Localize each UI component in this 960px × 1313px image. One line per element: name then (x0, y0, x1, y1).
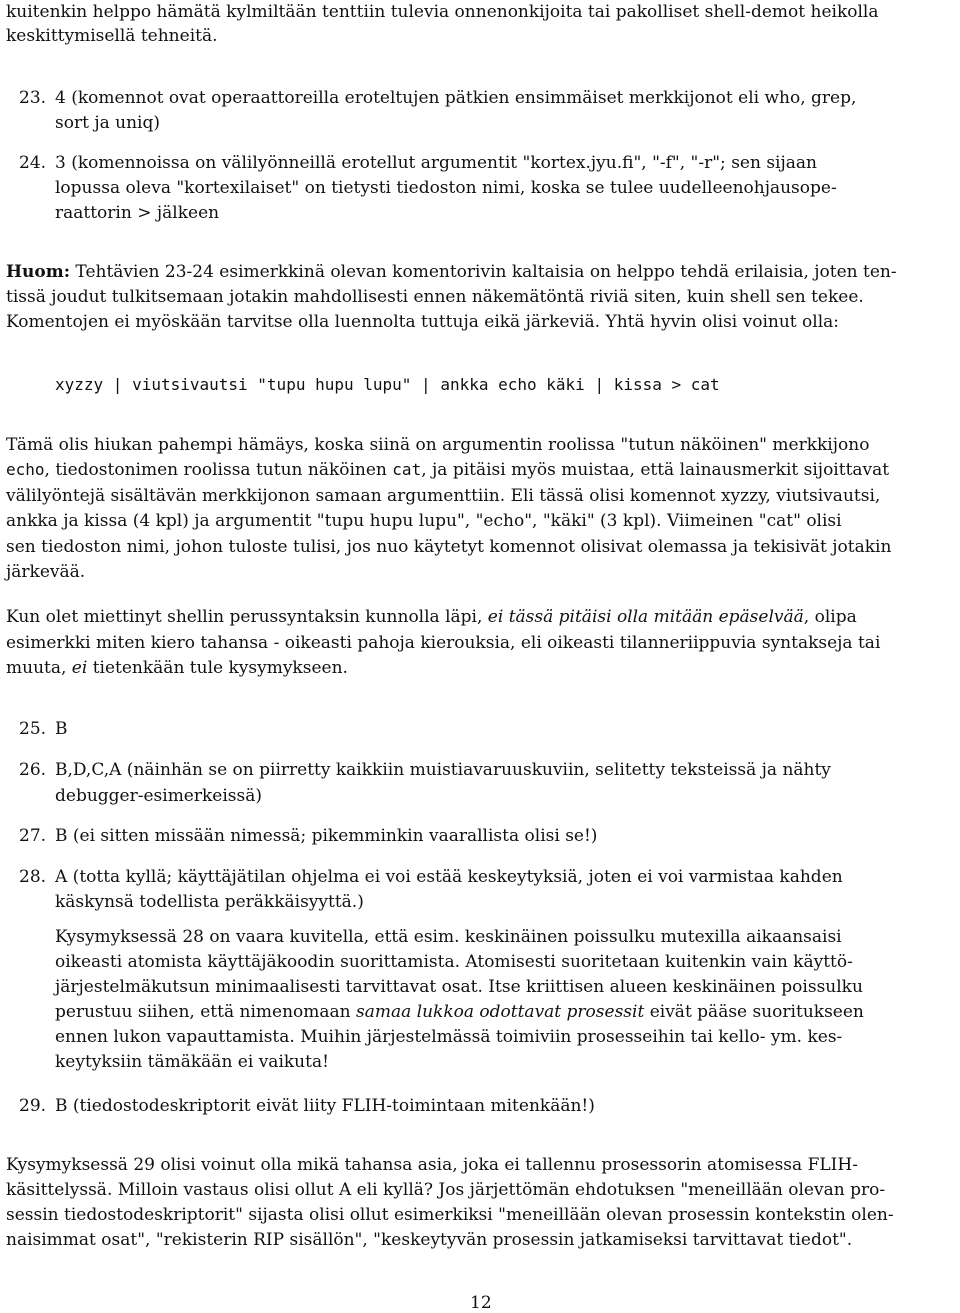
item-28-number: 28. (19, 867, 47, 887)
item-24-line-3: raattorin > jälkeen (55, 203, 220, 223)
item-24-line-2: lopussa oleva "kortexilaiset" on tietysti tiedoston nimi, koska se tulee uudelleenohjausope- (55, 178, 837, 198)
item-23-line-1: 4 (komennot ovat operaattoreilla eroteltujen pätkien ensimmäiset merkkijonot eli who, grep, (55, 88, 857, 108)
item-28-para-line-3: järjestelmäkutsun minimaalisesti tarvittavat osat. Itse kriittisen alueen keskinäinen poissulku (55, 977, 863, 997)
item-23-line-2: sort ja uniq) (55, 113, 160, 133)
item-26-line-1: B,D,C,A (näinhän se on piirretty kaikkiin muistiavaruuskuviin, selitetty teksteissä ja nähty (55, 760, 831, 780)
huom-line-2: tissä joudut tulkitsemaan jotakin mahdollisesti ennen näkemätöntä riviä siten, kuin shell sen tekee. (6, 287, 864, 307)
item-23-number: 23. (19, 88, 47, 108)
para2-line-1 (6, 607, 857, 627)
para1-line-5: sen tiedoston nimi, johon tuloste tulisi, jos nuo käytetyt komennot olisivat olemassa ja tekisivät jotakin (6, 537, 892, 557)
code-example: xyzzy | viutsivautsi "tupu hupu lupu" | ankka echo käki | kissa > cat (55, 375, 720, 394)
para3-line-4: naisimmat osat", "rekisterin RIP sisällön", "keskeytyvän prosessin jatkamiseksi tarvittavat tiedot". (6, 1230, 853, 1250)
item-27-line-1: B (ei sitten missään nimessä; pikemminkin vaarallista olisi se!) (55, 826, 598, 846)
huom-line-1 (6, 262, 897, 282)
para2-text-b: , olipa (803, 607, 857, 627)
huom-line-3: Komentojen ei myöskään tarvitse olla luennolta tuttuja eikä järkeviä. Yhtä hyvin olisi voinut olla: (6, 312, 840, 332)
item-24-line-1: 3 (komennoissa on välilyönneillä erotellut argumentit "kortex.jyu.fi", "-f", "-r"; sen sijaan (55, 153, 817, 173)
item-27-number: 27. (19, 826, 47, 846)
item-26-number: 26. (19, 760, 47, 780)
para1-line-2-text-b: , ja pitäisi myös muistaa, että lainausmerkit sijoittavat (421, 460, 890, 480)
item-26-line-2: debugger-esimerkeissä) (55, 786, 263, 806)
para1-line-2-text-a: , tiedostonimen roolissa tutun näköinen (44, 460, 393, 480)
intro-line-1: kuitenkin helppo hämätä kylmiltään tenttiin tulevia onnenonkijoita tai pakolliset shell-demot heikolla (6, 2, 879, 22)
item-28-para-4-emphasis: samaa lukkoa odottavat prosessit (356, 1002, 645, 1022)
item-28-para-line-5: ennen lukon vapauttamista. Muihin järjestelmässä toimiviin prosesseihin tai kello- ym. kes- (55, 1027, 843, 1047)
para1-line-3: välilyöntejä sisältävän merkkijonon samaan argumenttiin. Eli tässä olisi komennot xyzzy, viutsivautsi, (6, 486, 881, 506)
item-28-para-4-a: perustuu siihen, että nimenomaan (55, 1002, 356, 1022)
code-cat: cat (392, 460, 422, 479)
item-28-line-2: käskynsä todellista peräkkäisyyttä.) (55, 892, 364, 912)
para2-text-a: Kun olet miettinyt shellin perussyntaksin kunnolla läpi, (6, 607, 488, 627)
item-28-para-line-4 (55, 1002, 864, 1022)
para3-line-3: sessin tiedostodeskriptorit" sijasta olisi ollut esimerkiksi "meneillään olevan prosessin kontekstin olen- (6, 1205, 894, 1225)
intro-line-2: keskittymisellä tehneitä. (6, 26, 218, 46)
code-echo: echo (6, 460, 45, 479)
item-29-number: 29. (19, 1096, 47, 1116)
para2-line-3-a: muuta, (6, 658, 72, 678)
item-28-line-1: A (totta kyllä; käyttäjätilan ohjelma ei voi estää keskeytyksiä, joten ei voi varmistaa kahden (55, 867, 843, 887)
para1-line-4: ankka ja kissa (4 kpl) ja argumentit "tupu hupu lupu", "echo", "käki" (3 kpl). Viimeinen "cat" olisi (6, 511, 842, 531)
para1-line-2 (6, 460, 889, 480)
huom-label: Huom: (6, 262, 71, 282)
para3-line-1: Kysymyksessä 29 olisi voinut olla mikä tahansa asia, joka ei tallennu prosessorin atomisessa FLIH- (6, 1155, 858, 1175)
item-28-para-line-1: Kysymyksessä 28 on vaara kuvitella, että esim. keskinäinen poissulku mutexilla aikaansaisi (55, 927, 842, 947)
para1-line-1: Tämä olis hiukan pahempi hämäys, koska siinä on argumentin roolissa "tutun näköinen" merkkijono (6, 435, 870, 455)
item-25-number: 25. (19, 719, 47, 739)
para2-line-3-b: tietenkään tule kysymykseen. (87, 658, 348, 678)
item-24-number: 24. (19, 153, 47, 173)
item-28-para-line-2: oikeasti atomista käyttäjäkoodin suorittamista. Atomisesti suoritetaan kuitenkin vain käyttö- (55, 952, 853, 972)
para3-line-2: käsittelyssä. Milloin vastaus olisi ollut A eli kyllä? Jos järjettömän ehdotuksen "meneillään olevan pro- (6, 1180, 886, 1200)
item-28-para-line-6: keytyksiin tämäkään ei vaikuta! (55, 1052, 329, 1072)
item-29-line-1: B (tiedostodeskriptorit eivät liity FLIH-toimintaan mitenkään!) (55, 1096, 595, 1116)
page-number: 12 (470, 1293, 492, 1313)
para1-line-6: järkevää. (6, 562, 86, 582)
para2-line-3 (6, 658, 348, 678)
para2-emphasis: ei tässä pitäisi olla mitään epäselvää (487, 607, 804, 627)
para2-line-3-emphasis: ei (71, 658, 88, 678)
item-28-para-4-b: eivät pääse suoritukseen (644, 1002, 864, 1022)
item-25-line-1: B (55, 719, 68, 739)
para2-line-2: esimerkki miten kiero tahansa - oikeasti pahoja kierouksia, eli oikeasti tilanneriippuvia syntakseja tai (6, 633, 881, 653)
huom-text-1: Tehtävien 23-24 esimerkkinä olevan komentorivin kaltaisia on helppo tehdä erilaisia, joten ten- (70, 262, 897, 282)
